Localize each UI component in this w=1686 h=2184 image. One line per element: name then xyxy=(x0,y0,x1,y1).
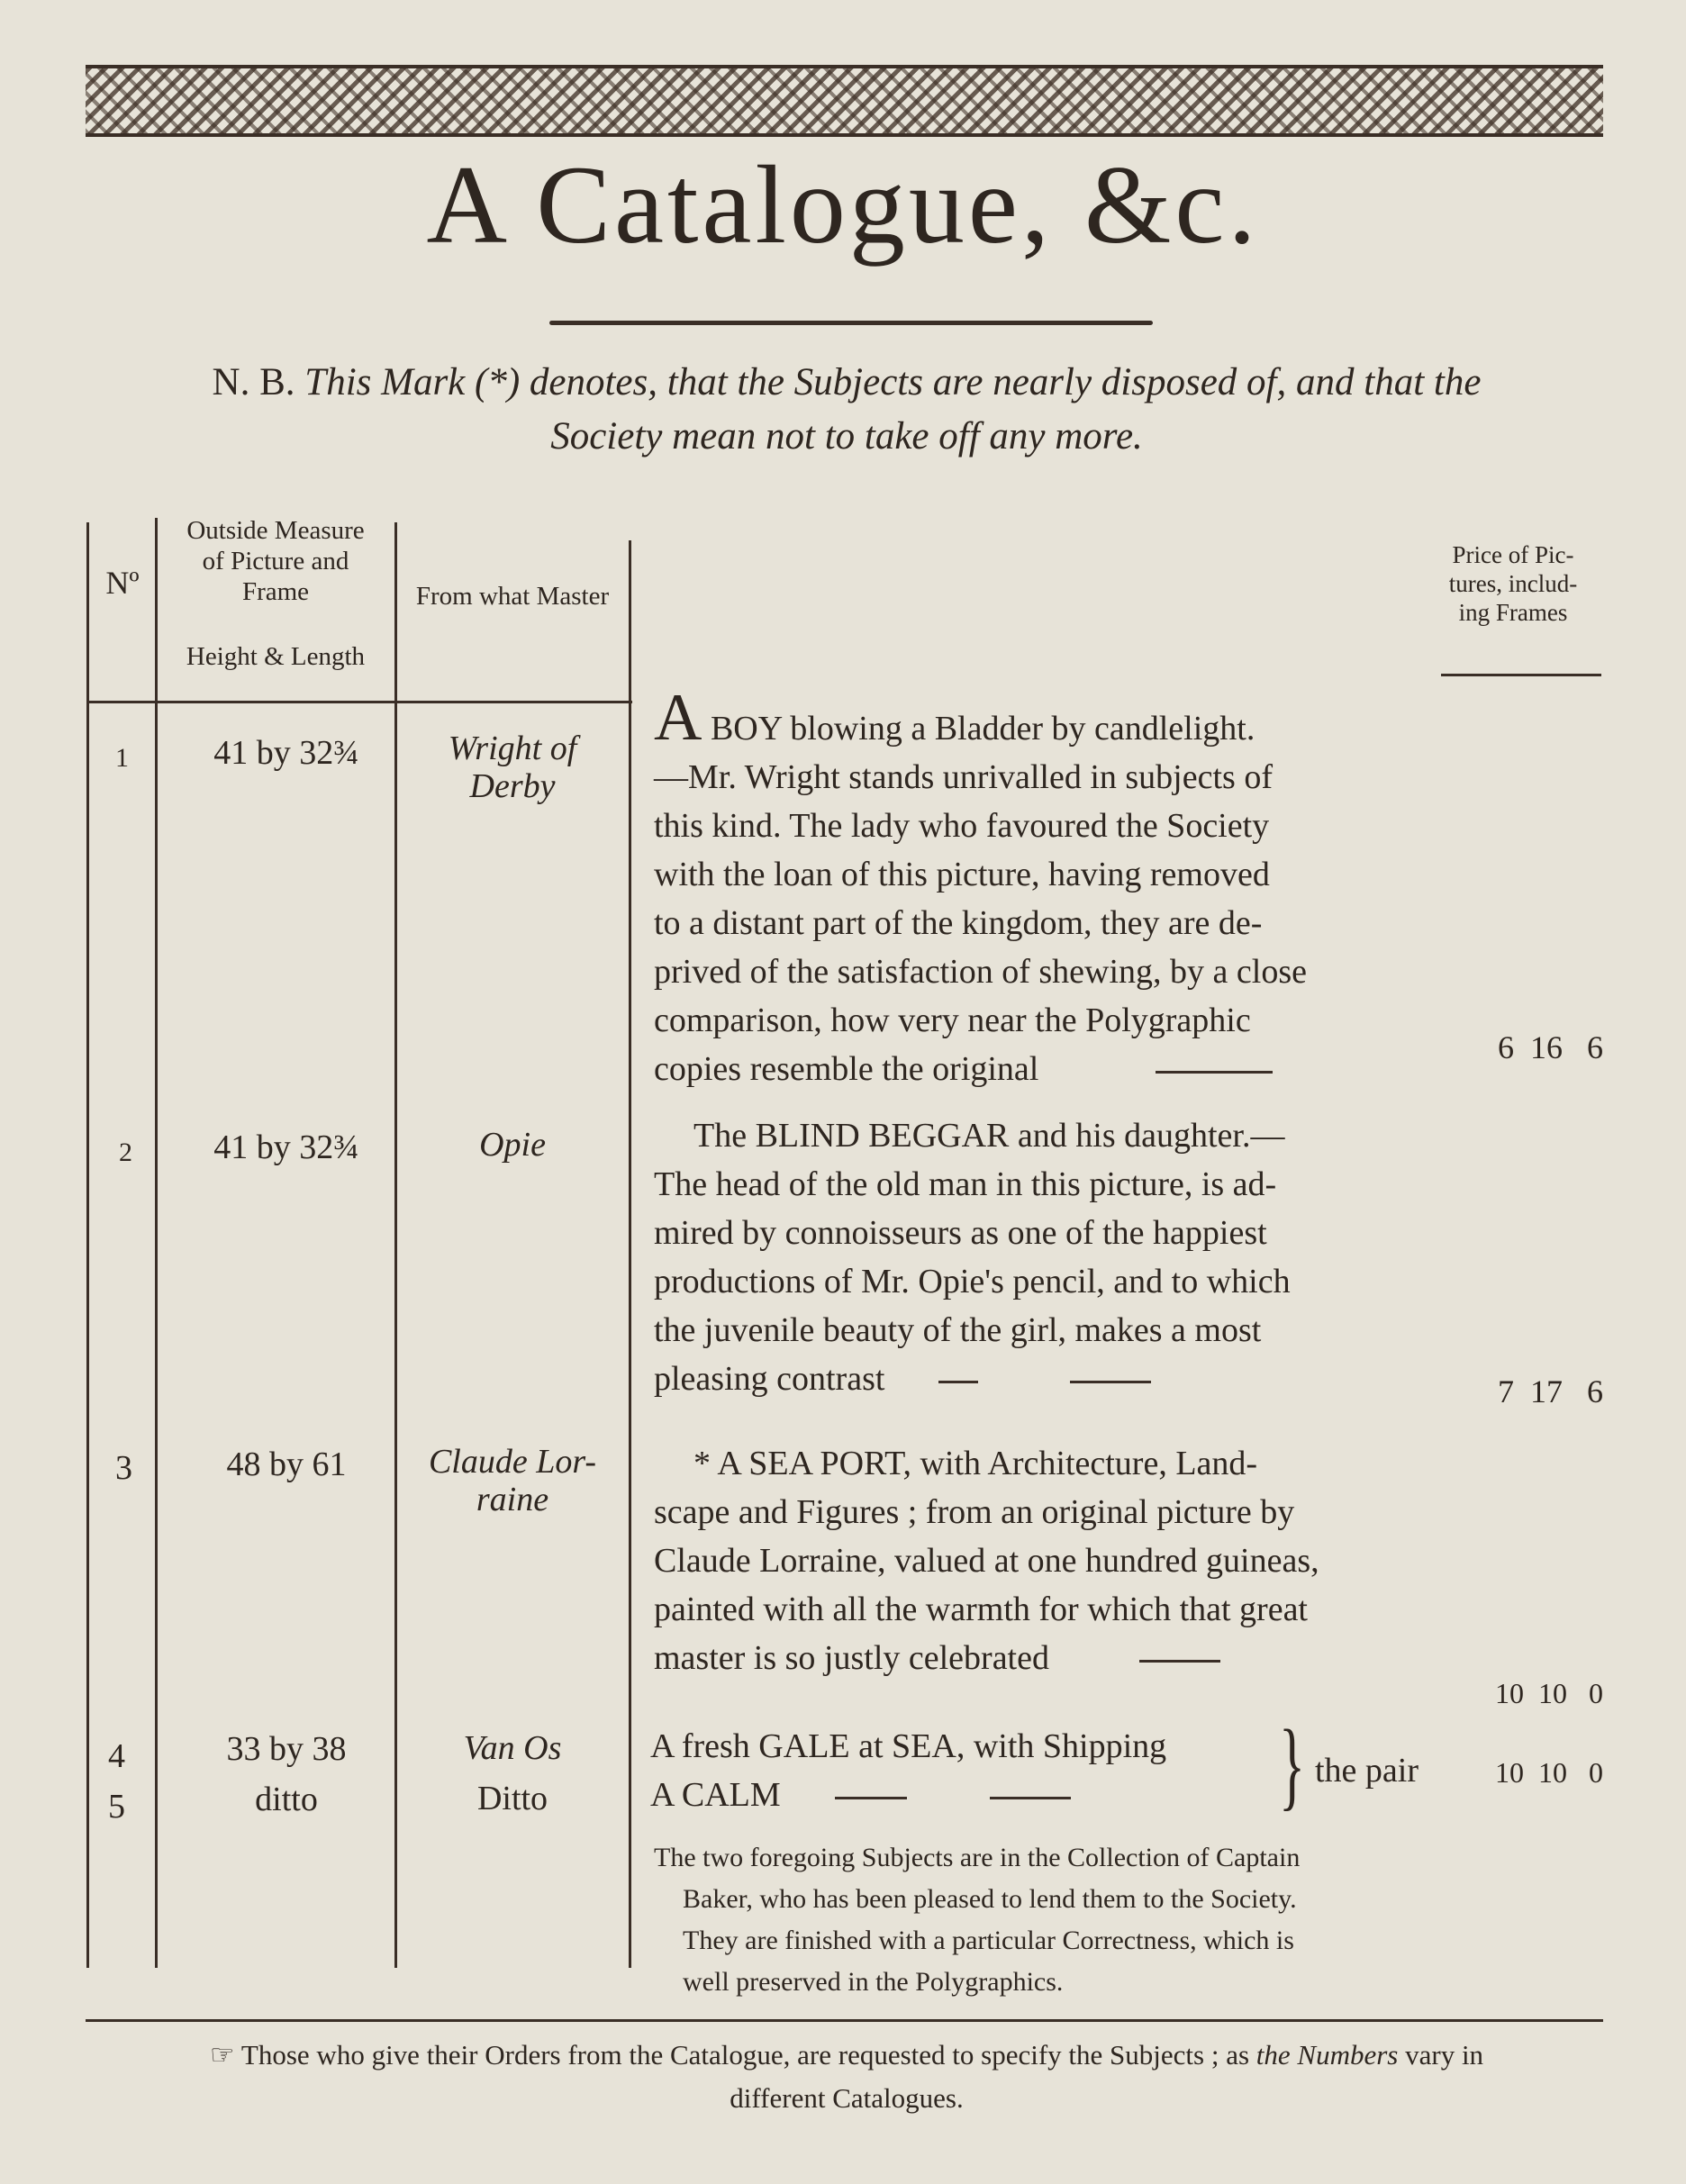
table-rule-no xyxy=(155,518,158,1968)
header-measure-line: Frame xyxy=(241,577,310,606)
desc-line: —Mr. Wright stands unrivalled in subjects of xyxy=(654,758,1273,796)
entry-2-price: 7 17 6 xyxy=(1498,1373,1603,1409)
desc-line: to a distant part of the kingdom, they are de- xyxy=(654,904,1263,942)
footer-rule xyxy=(86,2019,1603,2022)
entry-3-master xyxy=(400,1443,625,1518)
master-line: Opie xyxy=(479,1126,546,1164)
entry-3-price: 10 10 0 xyxy=(1495,1677,1603,1709)
entry-1-master xyxy=(400,730,625,805)
table-rule-left xyxy=(86,522,89,1968)
entry-2-description xyxy=(654,1111,1433,1403)
footer-text: Those who give their Orders from the Catalogue, are requested to specify the Subjects ; as xyxy=(240,2039,1250,2071)
title-rule xyxy=(549,321,1153,325)
leader-dash xyxy=(938,1381,978,1383)
header-measure xyxy=(159,515,393,607)
table-rule-master xyxy=(629,540,631,1968)
desc-line: A CALM xyxy=(650,1776,781,1814)
desc-line: The head of the old man in this picture, is ad- xyxy=(654,1165,1277,1203)
desc-line: Claude Lorraine, valued at one hundred guineas, xyxy=(654,1542,1319,1580)
entry-3-description xyxy=(654,1439,1433,1682)
note-line: Baker, who has been pleased to lend them to the Society. xyxy=(683,1884,1297,1914)
leader-dash xyxy=(1139,1660,1220,1663)
desc-line: this kind. The lady who favoured the Society xyxy=(654,807,1270,845)
desc-line: pleasing contrast xyxy=(654,1360,885,1398)
note-line: The two foregoing Subjects are in the Collection of Captain xyxy=(654,1843,1301,1872)
master-line: Wright of xyxy=(448,730,577,767)
nb-note xyxy=(86,356,1608,464)
page-title: A Catalogue, &c. xyxy=(426,143,1260,267)
table-rule-measure xyxy=(394,522,397,1968)
header-price-line: ing Frames xyxy=(1458,599,1568,626)
pointing-hand-icon: ☞ xyxy=(209,2039,235,2071)
header-measure-sub: Height & Length xyxy=(186,642,366,671)
pair-brace: } xyxy=(1279,1709,1306,1819)
desc-line: The BLIND BEGGAR and his daughter.— xyxy=(693,1117,1285,1155)
desc-line: * A SEA PORT, with Architecture, Land- xyxy=(693,1445,1258,1482)
footer-note xyxy=(86,2034,1608,2120)
pair-note xyxy=(654,1837,1446,2003)
pair-label: the pair xyxy=(1315,1752,1419,1790)
ornamental-border xyxy=(86,65,1603,137)
entry-5-master: Ditto xyxy=(476,1780,548,1817)
entry-1-number: 1 xyxy=(115,743,129,773)
entry-1-price: 6 16 6 xyxy=(1498,1029,1603,1065)
header-master: From what Master xyxy=(415,582,610,611)
nb-line-2: Society mean not to take off any more. xyxy=(550,415,1143,458)
entry-3-number: 3 xyxy=(115,1449,132,1487)
desc-line: comparison, how very near the Polygraphic xyxy=(654,1001,1251,1039)
header-price-line: Price of Pic- xyxy=(1452,541,1574,568)
header-no: Nº xyxy=(105,565,140,601)
header-price-line: tures, includ- xyxy=(1448,570,1578,597)
entry-4-master: Van Os xyxy=(463,1729,562,1767)
desc-line: mired by connoisseurs as one of the happiest xyxy=(654,1214,1267,1252)
master-line: Claude Lor- xyxy=(428,1443,597,1481)
entry-2-master xyxy=(400,1126,625,1164)
note-line: well preserved in the Polygraphics. xyxy=(683,1967,1064,1997)
nb-lead: N. B. xyxy=(212,361,295,403)
entry-1-size: 41 by 32¾ xyxy=(213,734,359,772)
footer-text-italic: the Numbers xyxy=(1255,2039,1399,2071)
master-line: raine xyxy=(476,1481,549,1518)
desc-line: the juvenile beauty of the girl, makes a most xyxy=(654,1311,1262,1349)
desc-line: A fresh GALE at SEA, with Shipping xyxy=(650,1727,1167,1765)
entry-4-5-description xyxy=(650,1722,1299,1819)
entry-5-number: 5 xyxy=(108,1788,125,1826)
price-header-rule xyxy=(1441,674,1601,676)
master-line: Derby xyxy=(469,767,556,805)
desc-line: painted with all the warmth for which that great xyxy=(654,1590,1308,1628)
entry-4-number: 4 xyxy=(108,1737,125,1775)
note-line: They are finished with a particular Correctness, which is xyxy=(683,1926,1294,1955)
header-price xyxy=(1423,540,1603,627)
footer-text: different Catalogues. xyxy=(730,2082,964,2114)
desc-line: BOY blowing a Bladder by candlelight. xyxy=(702,710,1255,748)
desc-line: with the loan of this picture, having removed xyxy=(654,856,1270,893)
footer-text: vary in xyxy=(1405,2039,1484,2071)
header-measure-line: Outside Measure xyxy=(186,516,365,545)
header-measure-line: of Picture and xyxy=(202,547,349,575)
desc-line: productions of Mr. Opie's pencil, and to which xyxy=(654,1263,1291,1300)
pair-price: 10 10 0 xyxy=(1495,1756,1603,1789)
desc-line: master is so justly celebrated xyxy=(654,1639,1049,1677)
header-rule xyxy=(86,701,632,703)
desc-line: scape and Figures ; from an original picture by xyxy=(654,1493,1295,1531)
entry-1-description xyxy=(654,681,1433,1093)
entry-2-size: 41 by 32¾ xyxy=(213,1128,359,1166)
entry-3-size: 48 by 61 xyxy=(226,1445,347,1483)
entry-2-number: 2 xyxy=(119,1137,132,1167)
nb-line-1: This Mark (*) denotes, that the Subjects are nearly disposed of, and that the xyxy=(304,361,1482,403)
entry-4-size: 33 by 38 xyxy=(226,1730,347,1768)
leader-dash xyxy=(1070,1381,1151,1383)
leader-dash xyxy=(990,1797,1071,1799)
drop-capital: A xyxy=(654,681,702,755)
desc-line: copies resemble the original xyxy=(654,1050,1039,1088)
leader-dash xyxy=(1156,1071,1273,1074)
entry-5-size: ditto xyxy=(255,1781,318,1818)
leader-dash xyxy=(835,1797,907,1799)
desc-line: prived of the satisfaction of shewing, by a close xyxy=(654,953,1307,991)
